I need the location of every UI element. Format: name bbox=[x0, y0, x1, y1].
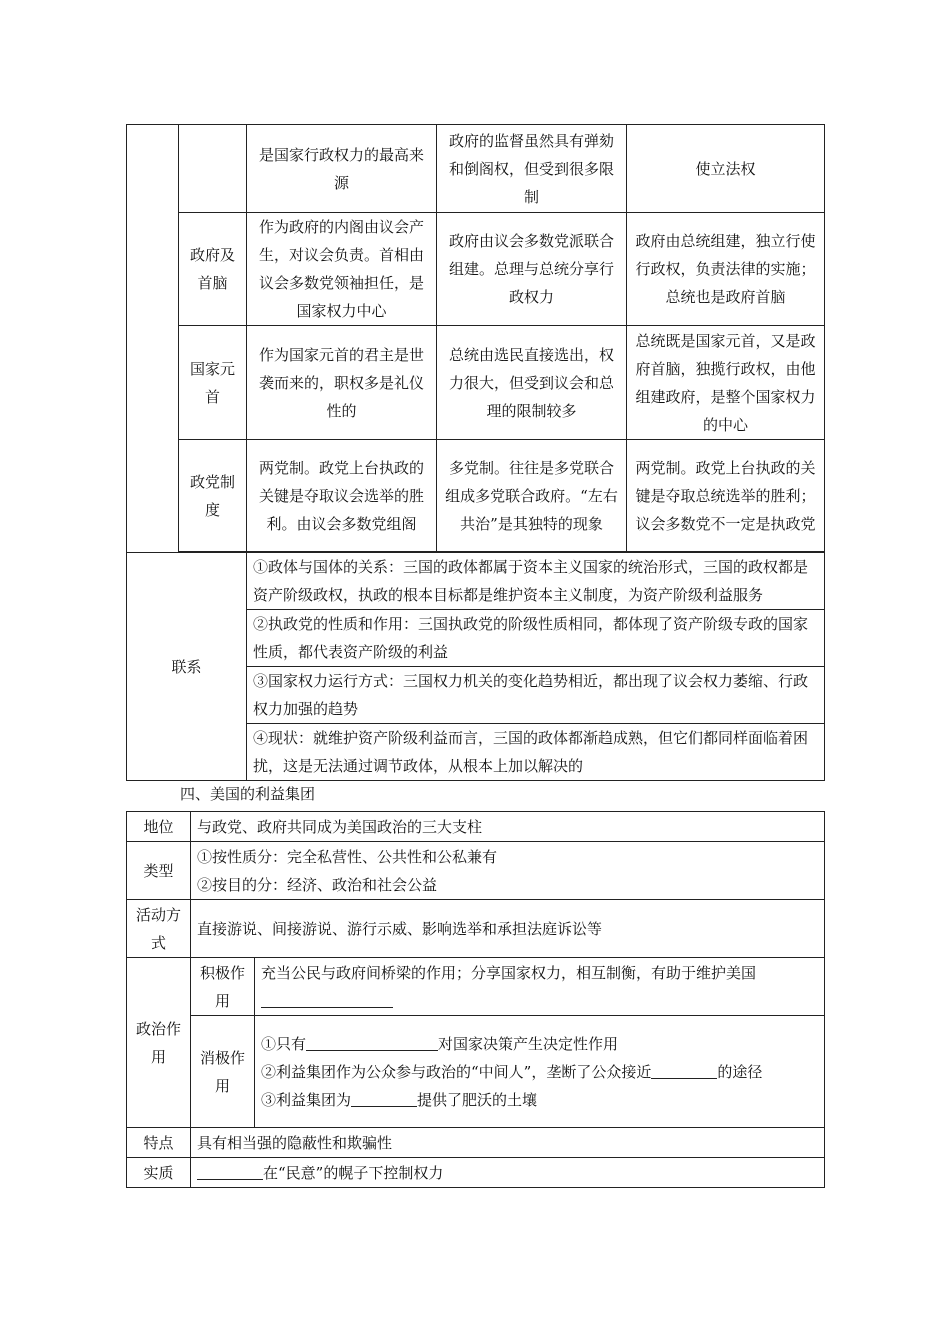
negative-item-text: 的途径 bbox=[717, 1062, 763, 1081]
negative-item-3 bbox=[261, 1086, 818, 1114]
row-label-party-system: 政党制度 bbox=[179, 440, 247, 552]
type-by-purpose: ②按目的分：经济、政治和社会公益 bbox=[197, 875, 438, 894]
text-activity: 直接游说、间接游说、游行示威、影响选举和承担法庭诉讼等 bbox=[191, 900, 825, 958]
row-label-cell bbox=[179, 125, 247, 213]
positive-role-text: 充当公民与政府间桥梁的作用；分享国家权力，相互制衡，有助于维护美国 bbox=[261, 963, 757, 982]
negative-item-1 bbox=[261, 1030, 818, 1058]
text-feature: 具有相当强的隐蔽性和欺骗性 bbox=[191, 1128, 825, 1158]
negative-item-2 bbox=[261, 1058, 818, 1086]
cell-usa: 两党制。政党上台执政的关键是夺取总统选举的胜利；议会多数党不一定是执政党 bbox=[627, 440, 825, 552]
row-label-head-of-state: 国家元首 bbox=[179, 326, 247, 440]
table-row bbox=[127, 1016, 825, 1128]
cell-usa: 使立法权 bbox=[627, 125, 825, 213]
comparison-table bbox=[126, 124, 825, 781]
table-row bbox=[127, 125, 825, 213]
label-feature: 特点 bbox=[127, 1128, 191, 1158]
blank-category-cell bbox=[127, 125, 179, 553]
table-row bbox=[127, 842, 825, 900]
type-by-nature: ①按性质分：完全私营性、公共性和公私兼有 bbox=[197, 847, 498, 866]
label-activity: 活动方式 bbox=[127, 900, 191, 958]
cell-usa: 总统既是国家元首，又是政府首脑，独揽行政权，由他组建政府，是整个国家权力的中心 bbox=[627, 326, 825, 440]
text-negative-role bbox=[255, 1016, 825, 1128]
label-negative-role: 消极作用 bbox=[191, 1016, 255, 1128]
interest-groups-table bbox=[126, 811, 825, 1188]
text-types bbox=[191, 842, 825, 900]
negative-item-text: 提供了肥沃的土壤 bbox=[417, 1090, 538, 1109]
table-row bbox=[127, 326, 825, 440]
link-item: ③国家权力运行方式：三国权力机关的变化趋势相近，都出现了议会权力萎缩、行政权力加强的趋势 bbox=[247, 667, 824, 724]
label-types: 类型 bbox=[127, 842, 191, 900]
table-row bbox=[127, 1158, 825, 1188]
table-row bbox=[127, 812, 825, 842]
cell-france: 政府的监督虽然具有弹劾和倒阁权，但受到很多限制 bbox=[437, 125, 627, 213]
label-political-role: 政治作用 bbox=[127, 958, 191, 1128]
cell-france: 总统由选民直接选出，权力很大，但受到议会和总理的限制较多 bbox=[437, 326, 627, 440]
negative-item-text: ③利益集团为 bbox=[261, 1090, 352, 1109]
cell-usa: 政府由总统组建，独立行使行政权，负责法律的实施；总统也是政府首脑 bbox=[627, 213, 825, 326]
essence-text: 在“民意”的幌子下控制权力 bbox=[263, 1163, 444, 1182]
fill-blank[interactable] bbox=[351, 1088, 417, 1107]
link-item: ②执政党的性质和作用：三国执政党的阶级性质相同，都体现了资产阶级专政的国家性质，都代表资产阶级的利益 bbox=[247, 610, 824, 667]
fill-blank[interactable] bbox=[197, 1161, 263, 1180]
table-row bbox=[127, 213, 825, 326]
label-position: 地位 bbox=[127, 812, 191, 842]
label-essence: 实质 bbox=[127, 1158, 191, 1188]
section-heading: 四、美国的利益集团 bbox=[180, 785, 316, 803]
cell-france: 政府由议会多数党派联合组建。总理与总统分享行政权力 bbox=[437, 213, 627, 326]
table-row bbox=[127, 900, 825, 958]
cell-britain: 两党制。政党上台执政的关键是夺取议会选举的胜利。由议会多数党组阁 bbox=[247, 440, 437, 552]
text-essence bbox=[191, 1158, 825, 1188]
table-row bbox=[127, 1128, 825, 1158]
row-label-links: 联系 bbox=[127, 553, 247, 781]
row-label-government: 政府及首脑 bbox=[179, 213, 247, 326]
cell-britain: 作为政府的内阁由议会产生，对议会负责。首相由议会多数党领袖担任，是国家权力中心 bbox=[247, 213, 437, 326]
cell-france: 多党制。往往是多党联合组成多党联合政府。“左右共治”是其独特的现象 bbox=[437, 440, 627, 552]
negative-item-text: ①只有 bbox=[261, 1034, 307, 1053]
fill-blank[interactable] bbox=[261, 989, 393, 1008]
table-row bbox=[127, 958, 825, 1016]
table-row bbox=[127, 440, 825, 552]
cell-britain: 是国家行政权力的最高来源 bbox=[247, 125, 437, 213]
text-positive-role bbox=[255, 958, 825, 1016]
label-positive-role: 积极作用 bbox=[191, 958, 255, 1016]
negative-item-text: 对国家决策产生决定性作用 bbox=[438, 1034, 619, 1053]
links-cell bbox=[247, 553, 825, 781]
text-position: 与政党、政府共同成为美国政治的三大支柱 bbox=[191, 812, 825, 842]
fill-blank[interactable] bbox=[651, 1060, 717, 1079]
table-row-links bbox=[127, 553, 825, 781]
link-item: ④现状：就维护资产阶级利益而言，三国的政体都渐趋成熟，但它们都同样面临着困扰，这是无法通过调节政体，从根本上加以解决的 bbox=[253, 729, 809, 775]
fill-blank[interactable] bbox=[306, 1032, 438, 1051]
cell-britain: 作为国家元首的君主是世袭而来的，职权多是礼仪性的 bbox=[247, 326, 437, 440]
link-item: ①政体与国体的关系：三国的政体都属于资本主义国家的统治形式，三国的政权都是资产阶级政权，执政的根本目标都是维护资本主义制度，为资产阶级利益服务 bbox=[247, 553, 824, 610]
negative-item-text: ②利益集团作为公众参与政治的“中间人”，垄断了公众接近 bbox=[261, 1062, 652, 1081]
